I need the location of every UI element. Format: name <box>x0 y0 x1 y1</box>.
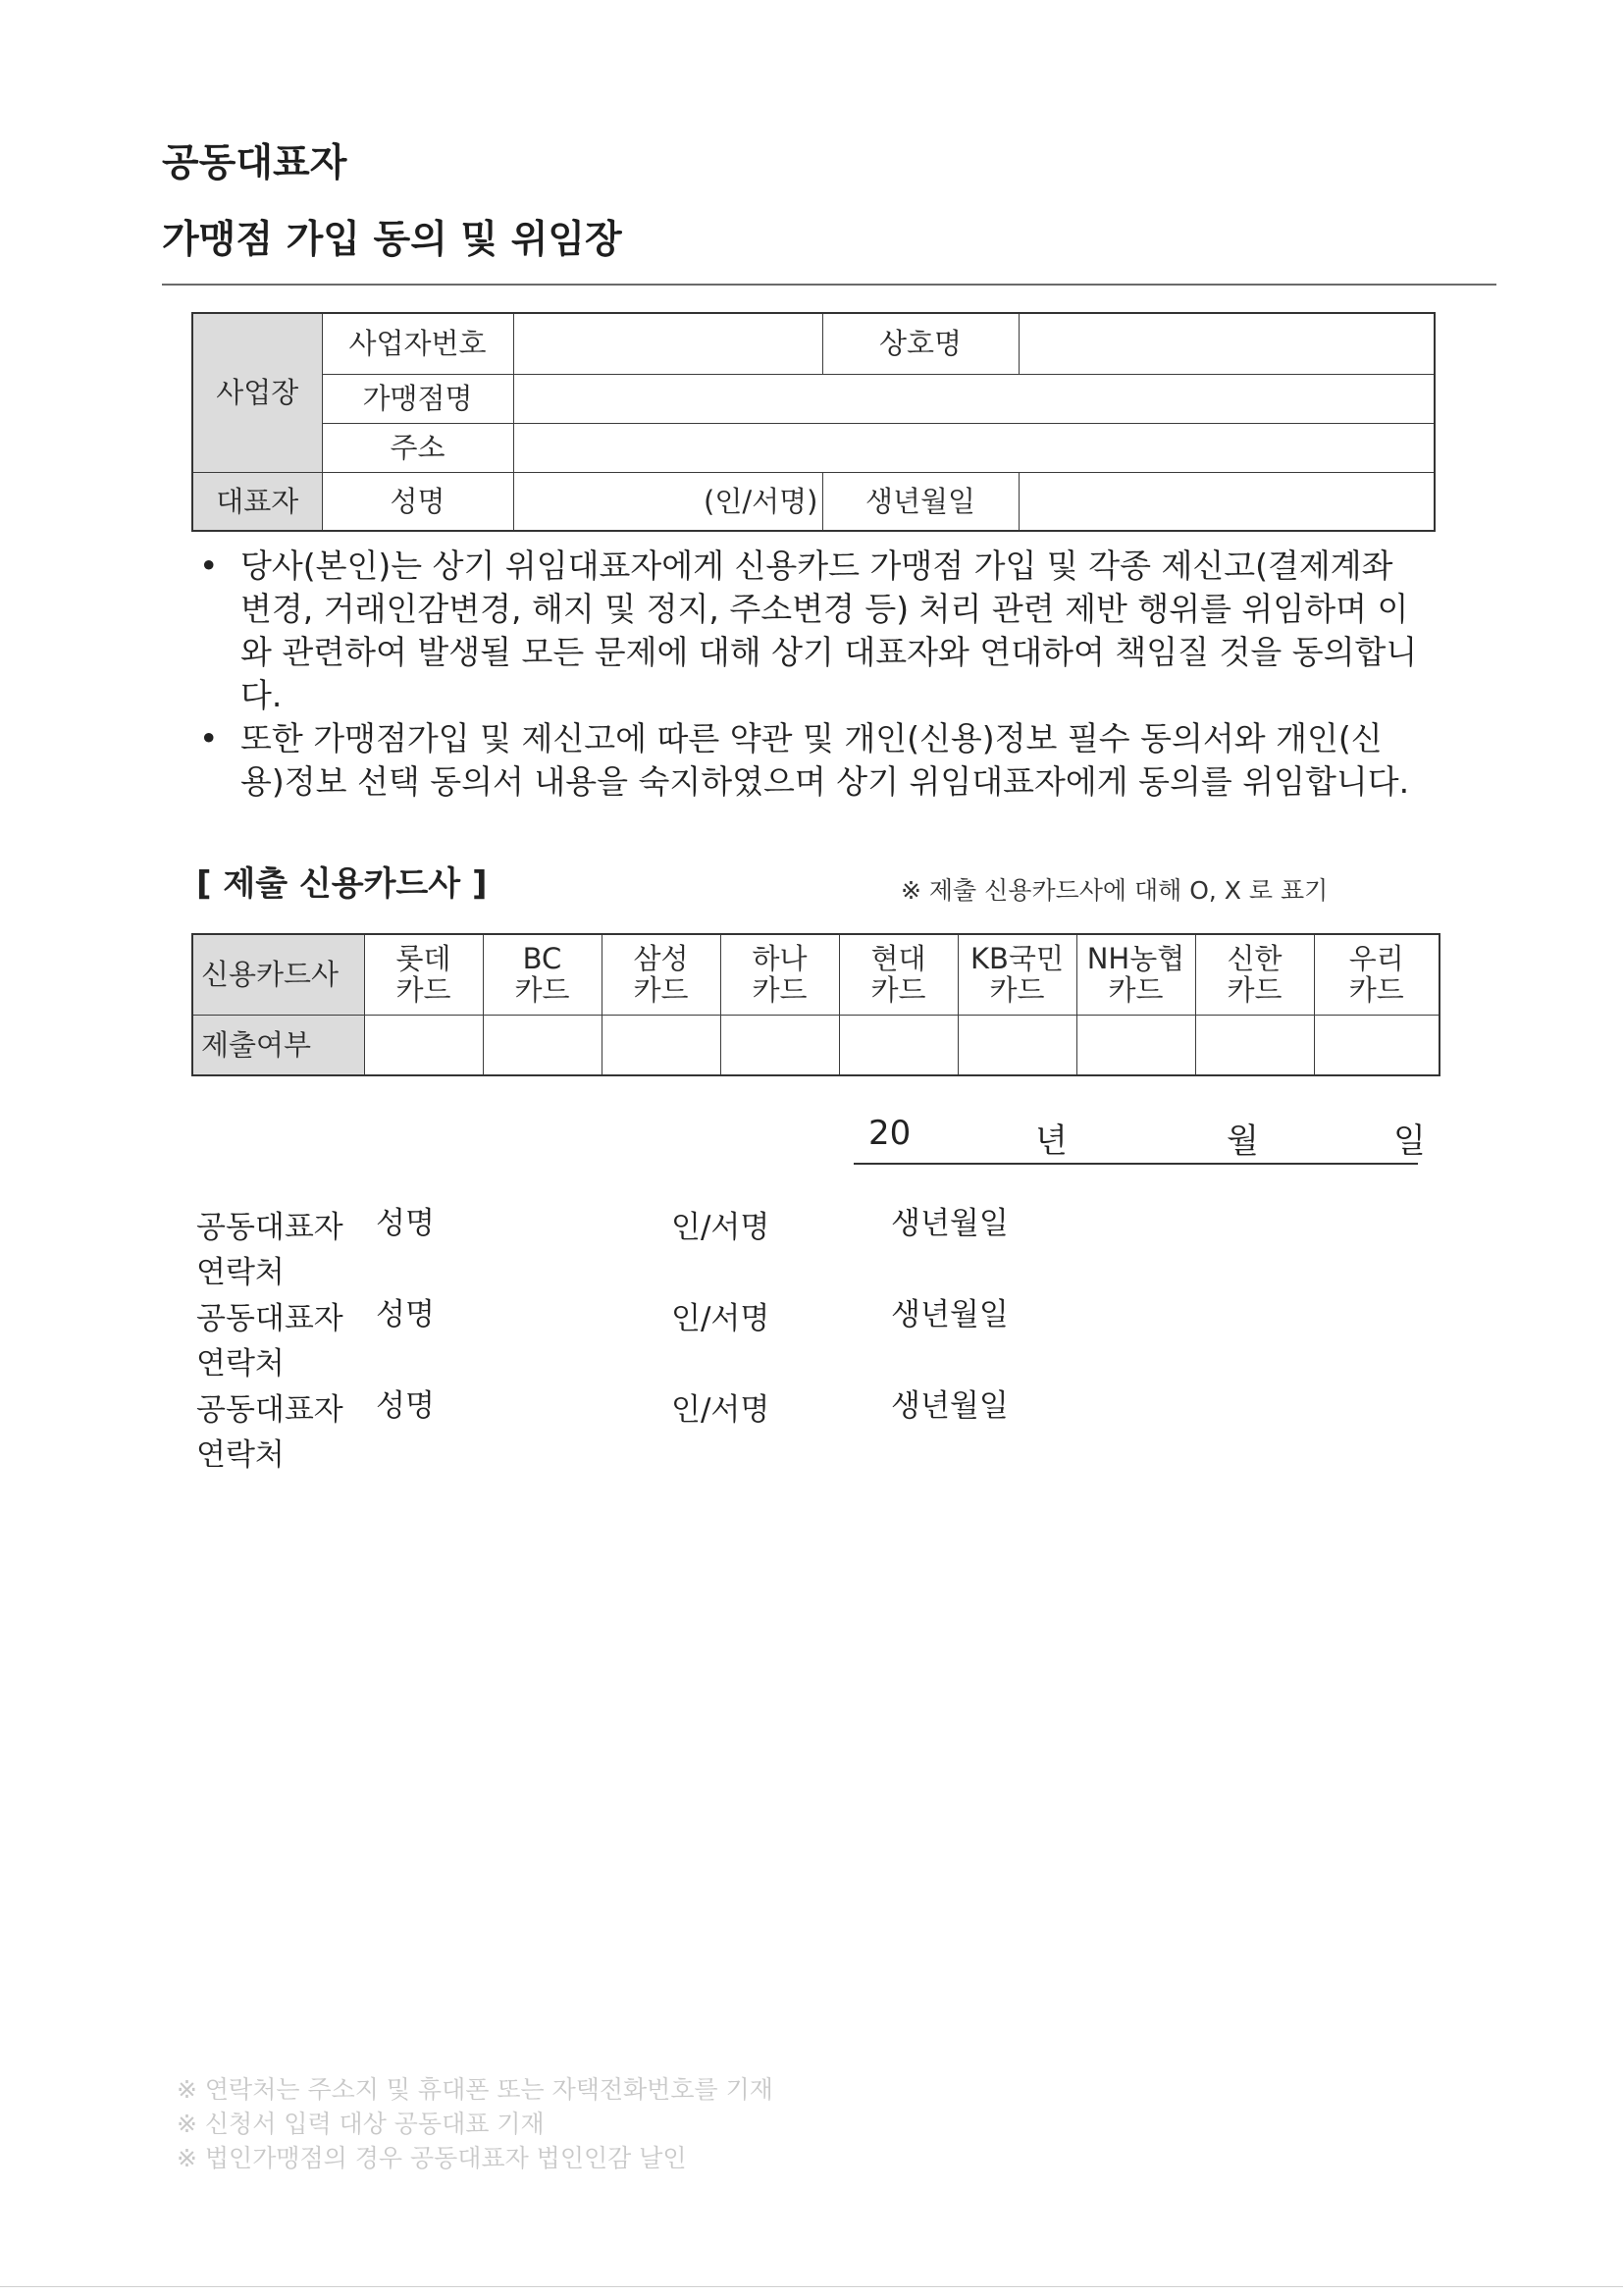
co-rep-birth-label: 생년월일 <box>891 1297 1009 1332</box>
card-company-cell <box>720 934 839 1015</box>
representative-group-label: 대표자 <box>192 472 322 531</box>
card-company-cell <box>483 934 602 1015</box>
card-company-suffix: 카드 <box>395 973 451 1008</box>
consent-text: 당사(본인)는 상기 위임대표자에게 신용카드 가맹점 가입 및 각종 제신고(결제계좌변경, 거래인감변경, 해지 및 정지, 주소변경 등) 처리 관련 제반 행위를 위임하며 이와 관련하여 발생될 모든 문제에 대해 상기 대표자와 연대하여 책임질 것을 동의합니다. <box>240 547 1418 714</box>
card-company-suffix: 카드 <box>633 973 689 1008</box>
footer-note: ※ 법인가맹점의 경우 공동대표자 법인인감 날인 <box>177 2144 687 2172</box>
submission-cell[interactable] <box>720 1015 839 1075</box>
card-company-suffix: 카드 <box>870 973 926 1008</box>
bullet-dot: • <box>199 719 219 757</box>
co-rep-contact-label: 연락처 <box>196 1346 285 1382</box>
merchant-name-field[interactable] <box>513 374 1435 423</box>
card-company-name: KB국민 <box>970 941 1064 975</box>
business-info-table <box>191 312 1436 532</box>
card-company-cell <box>602 934 720 1015</box>
rep-birth-field[interactable] <box>1019 472 1435 531</box>
co-rep-label: 공동대표자 <box>196 1210 343 1245</box>
card-company-name: BC <box>522 941 562 975</box>
submission-cell[interactable] <box>602 1015 720 1075</box>
card-company-table <box>191 933 1440 1076</box>
address-field[interactable] <box>513 423 1435 472</box>
seal-label: (인/서명) <box>704 484 818 518</box>
card-company-name: 삼성 <box>633 941 689 975</box>
co-rep-label: 공동대표자 <box>196 1392 343 1428</box>
card-company-name: 현대 <box>870 941 926 975</box>
card-company-cell <box>1195 934 1314 1015</box>
footer-note: ※ 신청서 입력 대상 공동대표 기재 <box>177 2110 545 2138</box>
merchant-name-label: 가맹점명 <box>322 374 513 423</box>
document-title: 공동대표자 <box>162 141 347 185</box>
submission-cell[interactable] <box>483 1015 602 1075</box>
biz-number-field[interactable] <box>513 313 822 374</box>
submission-cell[interactable] <box>1314 1015 1440 1075</box>
title-divider <box>162 284 1496 286</box>
card-company-suffix: 카드 <box>752 973 808 1008</box>
document-subtitle: 가맹점 가입 동의 및 위임장 <box>162 218 622 262</box>
card-company-name: NH농협 <box>1086 941 1185 975</box>
card-company-name: 신한 <box>1227 941 1283 975</box>
footer-note: ※ 연락처는 주소지 및 휴대폰 또는 자택전화번호를 기재 <box>177 2075 773 2104</box>
address-label: 주소 <box>322 423 513 472</box>
co-rep-label: 공동대표자 <box>196 1301 343 1336</box>
rep-name-label: 성명 <box>322 472 513 531</box>
consent-text: 또한 가맹점가입 및 제신고에 따른 약관 및 개인(신용)정보 필수 동의서와 개인(신용)정보 선택 동의서 내용을 숙지하였으며 상기 위임대표자에게 동의를 위임합니다. <box>240 719 1410 801</box>
card-company-suffix: 카드 <box>1348 973 1404 1008</box>
card-company-suffix: 카드 <box>1227 973 1283 1008</box>
co-rep-contact-label: 연락처 <box>196 1437 285 1473</box>
co-rep-seal-label: 인/서명 <box>671 1210 770 1245</box>
co-rep-seal-label: 인/서명 <box>671 1392 770 1428</box>
submission-cell[interactable] <box>1195 1015 1314 1075</box>
consent-item <box>196 717 1423 804</box>
co-rep-name-label: 성명 <box>376 1206 435 1241</box>
rep-signature-field[interactable] <box>513 472 822 531</box>
biz-number-label: 사업자번호 <box>322 313 513 374</box>
card-company-name: 롯데 <box>395 941 451 975</box>
date-day-label: 일 <box>1393 1122 1426 1161</box>
card-company-suffix: 카드 <box>1108 973 1164 1008</box>
trade-name-field[interactable] <box>1019 313 1435 374</box>
card-section-title: [ 제출 신용카드사 ] <box>196 864 488 904</box>
card-company-name: 우리 <box>1348 941 1404 975</box>
co-rep-name-label: 성명 <box>376 1388 435 1424</box>
card-company-header: 신용카드사 <box>192 934 364 1015</box>
card-company-suffix: 카드 <box>514 973 570 1008</box>
card-company-cell <box>839 934 958 1015</box>
submission-cell[interactable] <box>958 1015 1076 1075</box>
co-rep-seal-label: 인/서명 <box>671 1301 770 1336</box>
business-group-label: 사업장 <box>192 313 322 472</box>
submission-cell[interactable] <box>1076 1015 1195 1075</box>
consent-list <box>196 545 1423 804</box>
co-rep-birth-label: 생년월일 <box>891 1388 1009 1424</box>
date-underline <box>854 1163 1418 1165</box>
card-section-note: ※ 제출 신용카드사에 대해 O, X 로 표기 <box>901 876 1329 905</box>
card-company-name: 하나 <box>752 941 808 975</box>
co-rep-name-label: 성명 <box>376 1297 435 1332</box>
co-rep-contact-label: 연락처 <box>196 1255 285 1290</box>
card-company-cell <box>1076 934 1195 1015</box>
bullet-dot: • <box>199 547 219 585</box>
date-year-label: 년 <box>1035 1122 1068 1161</box>
card-company-suffix: 카드 <box>989 973 1045 1008</box>
card-company-cell <box>1314 934 1440 1015</box>
date-month-label: 월 <box>1227 1122 1259 1161</box>
submission-cell[interactable] <box>364 1015 483 1075</box>
consent-item <box>196 545 1423 717</box>
trade-name-label: 상호명 <box>822 313 1019 374</box>
submission-cell[interactable] <box>839 1015 958 1075</box>
card-company-cell <box>364 934 483 1015</box>
page-bottom-rule <box>0 2286 1623 2287</box>
rep-birth-label: 생년월일 <box>822 472 1019 531</box>
card-company-cell <box>958 934 1076 1015</box>
date-year-prefix: 20 <box>868 1114 912 1153</box>
co-rep-birth-label: 생년월일 <box>891 1206 1009 1241</box>
submission-label: 제출여부 <box>192 1015 364 1075</box>
